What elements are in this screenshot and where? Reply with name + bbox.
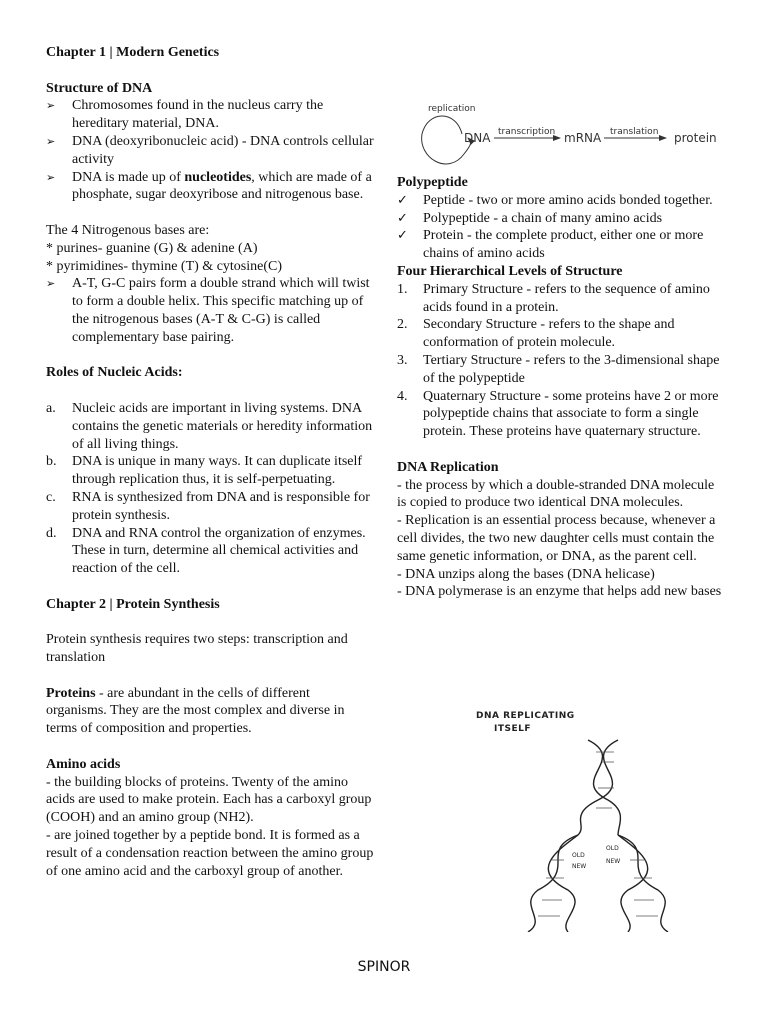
translation-label: translation <box>610 127 659 137</box>
list-item-text: DNA and RNA control the organization of enzymes. These in turn, determine all chemical activities and reaction of the cell. <box>72 525 366 577</box>
list-marker: 2. <box>397 317 408 333</box>
list-marker: b. <box>46 454 57 470</box>
check-icon: ✓ <box>397 192 408 208</box>
list-item <box>46 169 374 205</box>
list-item-text: Protein - the complete product, either one or more chains of amino acids <box>423 228 704 262</box>
list-item <box>46 489 374 525</box>
list-item <box>397 352 727 388</box>
purines-line: * purines- guanine (G) & adenine (A) <box>46 240 258 256</box>
replication-label: replication <box>428 104 476 114</box>
list-item <box>397 316 727 352</box>
replication-heading: DNA Replication <box>397 459 499 475</box>
pyrimidines-line: * pyrimidines- thymine (T) & cytosine(C) <box>46 258 283 274</box>
list-item-text: Secondary Structure - refers to the shape and conformation of protein molecule. <box>423 317 675 351</box>
new-strand-label: NEW <box>606 858 621 865</box>
list-item <box>46 275 374 346</box>
old-strand-label: OLD <box>606 845 619 852</box>
roles-heading: Roles of Nucleic Acids: <box>46 365 183 381</box>
helix-strands <box>528 740 668 932</box>
arrow-bullet-icon: ➢ <box>46 134 56 148</box>
list-item <box>46 400 374 453</box>
list-marker: a. <box>46 400 56 416</box>
list-item <box>46 133 374 169</box>
figure-title-line2: ITSELF <box>494 724 532 734</box>
dna-structure-heading: Structure of DNA <box>46 80 153 96</box>
replication-line: - DNA polymerase is an enzyme that helps add new bases <box>397 584 722 600</box>
replication-line: - DNA unzips along the bases (DNA helicase) <box>397 566 655 582</box>
list-item <box>397 210 727 228</box>
list-item <box>46 453 374 489</box>
list-marker: d. <box>46 525 57 541</box>
proteins-paragraph: Proteins - are abundant in the cells of different organisms. They are the most complex and diverse in terms of composition and properties. <box>46 685 345 737</box>
dna-label: DNA <box>464 131 491 145</box>
protein-synthesis-intro: Protein synthesis requires two steps: transcription and translation <box>46 632 348 666</box>
list-marker: c. <box>46 489 56 505</box>
mrna-label: mRNA <box>564 131 602 145</box>
transcription-label: transcription <box>498 127 556 137</box>
list-marker: 4. <box>397 388 408 404</box>
list-item-text: DNA is unique in many ways. It can duplicate itself through replication thus, it is self-perpetuating. <box>72 454 363 488</box>
left-column <box>46 44 374 880</box>
list-item-text: DNA (deoxyribonucleic acid) - DNA controls cellular activity <box>72 133 374 167</box>
list-item-text: Quaternary Structure - some proteins have 2 or more polypeptide chains that associate to form a single protein. These proteins have quaternary structure. <box>423 388 719 440</box>
arrow-bullet-icon: ➢ <box>46 170 56 184</box>
replication-line: - Replication is an essential process because, whenever a cell divides, the two new daughter cells must contain the same genetic information, or DNA, as the parent cell. <box>397 513 716 564</box>
arrow-bullet-icon: ➢ <box>46 99 56 113</box>
list-item <box>46 97 374 133</box>
list-item <box>46 525 374 578</box>
check-icon: ✓ <box>397 210 408 226</box>
list-item-text: Nucleic acids are important in living systems. DNA contains the genetic materials or heredity information of all living things. <box>72 400 373 452</box>
list-item-text: Peptide - two or more amino acids bonded together. <box>423 192 713 208</box>
list-item-text: DNA is made up of nucleotides, which are made of a phosphate, sugar deoxyribose and nitrogenous base. <box>72 169 372 203</box>
arrow-bullet-icon: ➢ <box>46 277 56 291</box>
bases-intro: The 4 Nitrogenous bases are: <box>46 222 210 238</box>
figure-title-line1: DNA REPLICATING <box>476 711 575 721</box>
list-item-text: Polypeptide - a chain of many amino acids <box>423 210 663 226</box>
levels-heading: Four Hierarchical Levels of Structure <box>397 263 623 279</box>
list-item <box>397 281 727 317</box>
amino-acids-heading: Amino acids <box>46 756 121 772</box>
helix-base-rungs <box>538 752 658 916</box>
list-item-text: Tertiary Structure - refers to the 3-dimensional shape of the polypeptide <box>423 352 720 386</box>
chapter1-title: Chapter 1 | Modern Genetics <box>46 45 220 60</box>
replication-line: - the process by which a double-stranded DNA molecule is copied to produce two identical DNA molecules. <box>397 477 715 511</box>
list-item-text: A-T, G-C pairs form a double strand which will twist to form a double helix. This specific matching up of the nitrogenous bases (A-T & C-G) is called complementary base pairing. <box>72 276 370 345</box>
amino-line: - the building blocks of proteins. Twenty of the amino acids are used to make protein. Each has a carboxyl group (COOH) and an amino group (NH2). <box>46 774 372 826</box>
dna-replication-figure <box>468 700 686 932</box>
check-icon: ✓ <box>397 228 408 244</box>
list-item-text: Chromosomes found in the nucleus carry the hereditary material, DNA. <box>72 98 324 132</box>
right-column <box>397 96 727 601</box>
list-item <box>397 388 727 441</box>
protein-label: protein <box>674 131 717 145</box>
footer-brand: SPINOR <box>357 959 411 975</box>
list-item-text: RNA is synthesized from DNA and is responsible for protein synthesis. <box>72 489 370 523</box>
list-marker: 3. <box>397 352 408 368</box>
proteins-term: Proteins <box>46 685 96 701</box>
old-strand-label: OLD <box>572 852 585 859</box>
polypeptide-heading: Polypeptide <box>397 175 468 190</box>
list-item <box>397 227 727 263</box>
list-item <box>397 192 727 210</box>
nucleotides-term: nucleotides <box>184 169 252 185</box>
list-marker: 1. <box>397 281 408 297</box>
list-item-text: Primary Structure - refers to the sequence of amino acids found in a protein. <box>423 281 710 315</box>
chapter2-title: Chapter 2 | Protein Synthesis <box>46 596 220 612</box>
amino-line: - are joined together by a peptide bond. It is formed as a result of a condensation reaction between the amino group of one amino acid and the carboxyl group of another. <box>46 828 374 879</box>
new-strand-label: NEW <box>572 863 587 870</box>
